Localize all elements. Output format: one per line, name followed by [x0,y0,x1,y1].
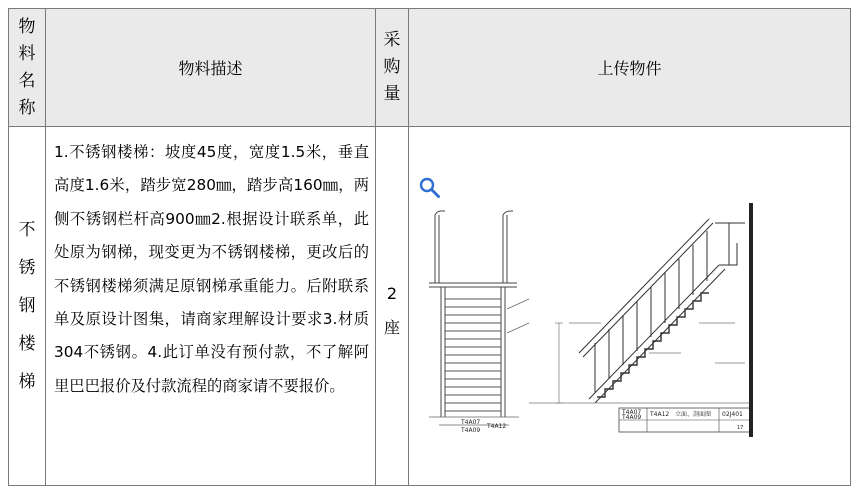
header-name-char: 称 [18,97,36,118]
header-qty-char: 量 [383,84,401,104]
zoom-icon[interactable] [419,177,441,199]
left-code-2: T4A09 [461,427,481,434]
atlas-number: 02J401 [722,411,743,418]
title-code-2: T4A09 [622,414,642,421]
material-name-char: 锈 [18,258,36,278]
header-upload-label: 上传物件 [597,59,662,78]
header-name-char: 物 [18,16,36,37]
title-code-1: T4A07 [622,409,642,416]
header-row [9,9,851,127]
header-description-label: 物料描述 [178,59,243,78]
quantity-unit: 座 [383,318,400,337]
material-name-cell [9,127,46,486]
material-table [8,8,851,486]
upload-cell [409,127,851,486]
sheet-number: 17 [737,425,744,431]
header-qty-char: 购 [383,57,401,77]
left-code-3: T4A12 [487,423,507,430]
material-description: 1.不锈钢楼梯：坡度45度，宽度1.5米，垂直高度1.6米，踏步宽280㎜，踏步高160㎜，两侧不锈钢栏杆高900㎜2.根据设计联系单，此处原为钢梯，现变更为不锈钢楼梯，更改后的不锈钢楼梯须满足原钢梯承重能力。后附联系单及原设计图集，请商家理解设计要求3.材质304不锈钢。4.此订单没有预付款，不了解阿里巴巴报价及付款流程的商家请不要报价。 [46,127,376,486]
material-name-char: 梯 [18,372,36,392]
header-quantity [376,9,409,127]
header-upload [409,9,851,127]
stair-drawing-image[interactable] [419,203,753,437]
header-name-char: 料 [18,43,36,64]
material-name-char: 不 [18,220,36,240]
title-code-3: T4A12 [650,411,670,418]
header-material-name [9,9,46,127]
material-name-char: 楼 [18,334,36,354]
quantity-value: 2 [386,284,398,303]
title-name: 立面、剖面图 [675,411,712,418]
table-row [9,127,851,486]
header-name-char: 名 [18,70,36,91]
quantity-cell [376,127,409,486]
header-description [46,9,376,127]
material-name-char: 钢 [18,296,36,316]
left-code-1: T4A07 [461,419,481,426]
header-qty-char: 采 [383,30,401,50]
